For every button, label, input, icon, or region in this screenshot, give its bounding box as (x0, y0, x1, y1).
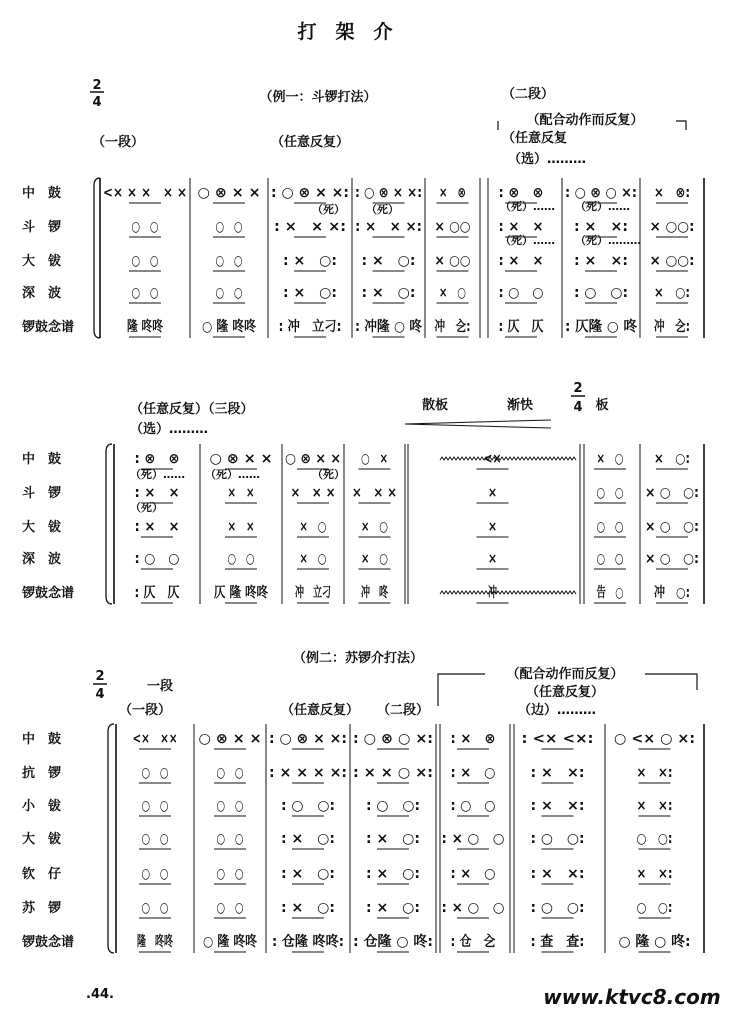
beat-cell: 冲 ○: (654, 585, 690, 601)
beat-cell: × ⊗ (439, 185, 466, 201)
beat-cell: : × ×: (530, 765, 585, 781)
beat-cell: : ○ ⊗ × ×: (355, 185, 422, 201)
beat-cell: : ○ ⊗ ○ ×: (565, 185, 637, 201)
dead-stroke-mark: （死）……… (575, 234, 641, 247)
beat-cell: × ×: (636, 866, 673, 882)
beat-cell: ○ ○: (636, 900, 673, 916)
dead-stroke-mark: （死）…… (130, 468, 185, 481)
beat-cell: : ⊗ ⊗ (134, 451, 180, 467)
beat-cell: × ○ ○: (645, 551, 699, 567)
ex1-system-2 (22, 444, 704, 604)
beat-cell: ○ × (361, 451, 388, 467)
instrument-label: 锣鼓念谱 (22, 935, 75, 950)
beat-cell: × ○ (299, 551, 327, 567)
ex2-time-sig-den: 4 (95, 687, 105, 702)
ex1-time-sig-den: 4 (92, 95, 102, 110)
system-bracket (108, 724, 114, 953)
ex2-section-1b: （一段） (118, 703, 172, 718)
dead-stroke-mark: （死）…… (575, 200, 630, 213)
beat-cell: × ○ (439, 285, 466, 301)
beat-cell: 隆 咚咚 (137, 934, 193, 950)
beat-cell: <× (483, 451, 502, 467)
beat-cell: : × ○: (366, 831, 420, 847)
beat-cell: × ○ (299, 519, 327, 535)
beat-cell: ○ ○ (141, 765, 169, 781)
beat-cell: : ○ ⊗ × ×: (269, 731, 347, 747)
beat-cell: : 仓隆 ○ 咚: (353, 934, 434, 950)
ex1-system-1 (22, 178, 704, 338)
ban-time-sig-den: 4 (573, 400, 583, 415)
system-bracket (106, 444, 112, 604)
beat-cell: : 冲隆 ○ 咚 (355, 319, 430, 335)
beat-cell: : × ×: (574, 253, 628, 269)
beat-cell: × ○ ○: (645, 485, 699, 501)
beat-cell: : <× <×: (521, 731, 594, 747)
ban-label: 板 (595, 398, 609, 413)
beat-cell: × (488, 519, 497, 535)
instrument-label: 斗 锣 (22, 486, 62, 501)
ex1-section-1-repeat: （任意反复） (270, 135, 350, 150)
beat-cell: ○ ○ (216, 831, 244, 847)
ex1-caption: （例一：斗锣打法） (259, 90, 377, 105)
beat-cell: <× ×× (132, 731, 178, 747)
dead-stroke-mark: （死） (312, 203, 345, 216)
beat-cell: ○ <× ○ ×: (614, 731, 695, 747)
beat-cell: : × ○: (361, 253, 416, 269)
dead-stroke-mark: （死） (312, 468, 345, 481)
beat-cell: : × ○: (281, 831, 335, 847)
beat-cell: : × × (498, 219, 544, 235)
beat-cell: × × × (290, 485, 336, 501)
beat-cell: ○ ○ (215, 219, 243, 235)
beat-cell: : × ○: (283, 253, 337, 269)
instrument-label: 大 钹 (22, 832, 62, 847)
beat-cell: ○ ⊗ × × (197, 185, 261, 201)
beat-cell: 冲 㐈: (654, 319, 702, 335)
beat-cell: : × ○ ○ (441, 831, 505, 847)
beat-cell: : 仄 仄 (134, 585, 180, 601)
free-tempo-label: 散板 (421, 398, 449, 413)
beat-cell: × (488, 551, 497, 567)
ex2-caption: （例二：苏锣介打法） (292, 651, 424, 666)
beat-cell: × ○○ (434, 219, 471, 235)
beat-cell: : 查 查: (530, 934, 585, 950)
beat-cell: : ○ ⊗ × ×: (271, 185, 349, 201)
beat-cell: : × × ×: (355, 219, 422, 235)
beat-cell: : ○ ○: (530, 831, 585, 847)
beat-cell: ○ 隆 咚咚 (202, 319, 266, 335)
beat-cell: : × × (134, 519, 180, 535)
ban-time-sig-num: 2 (573, 381, 583, 396)
beat-cell: × × (227, 485, 255, 501)
beat-cell: : ○ ⊗ ○ ×: (353, 731, 433, 747)
beat-cell: : × ×: (530, 866, 585, 882)
beat-cell: : ○ ○ (450, 798, 496, 814)
beat-cell: <× × × × × (103, 185, 187, 201)
beat-cell: : ⊗ ⊗ (498, 185, 544, 201)
ex2-section-2-repeat: （任意反复） (525, 685, 605, 700)
beat-cell: ○ 隆 咚咚 (203, 934, 267, 950)
beat-cell: : ○ ○: (366, 798, 420, 814)
ex1-section-2-select: （选）……… (508, 152, 587, 167)
beat-cell: 仄 隆 咚咚 (214, 585, 280, 601)
beat-cell: ○ ⊗ × × (285, 451, 341, 467)
beat-cell: : ○ ○: (574, 285, 628, 301)
accelerando-hairpin (405, 420, 551, 428)
beat-cell: ○ ○ (596, 485, 624, 501)
beat-cell: 隆 咚咚 (127, 319, 174, 335)
beat-cell: 冲 立刁 (295, 585, 351, 601)
ex2-section-2-side: （边）……… (518, 703, 597, 718)
beat-cell: ○ ○ (596, 551, 624, 567)
beat-cell: ○ ○ (596, 519, 624, 535)
instrument-label: 锣鼓念谱 (22, 320, 75, 335)
beat-cell: 告 ○ (596, 585, 637, 601)
beat-cell: × ○ ○: (645, 519, 699, 535)
beat-cell: ○ ○ (215, 253, 243, 269)
ex1-section-2: （二段） (501, 87, 555, 102)
beat-cell: × ○ (361, 519, 388, 535)
site-watermark: www.ktvc8.com (543, 985, 721, 1009)
beat-cell: × ○○: (649, 253, 695, 269)
ex1-section-3-repeat: （任意反复）（三段） (130, 402, 254, 417)
beat-cell: ○ ○ (141, 900, 169, 916)
beat-cell: ○ ○ (141, 798, 169, 814)
beat-cell: × ○○: (649, 219, 695, 235)
instrument-label: 斗 锣 (22, 220, 62, 235)
beat-cell: 冲 咚 (361, 585, 403, 601)
dead-stroke-mark: （死）…… (500, 234, 555, 247)
beat-cell: : 仓隆 咚咚: (272, 934, 349, 950)
ex2-time-sig-num: 2 (95, 669, 105, 684)
ex2-section-1: 一段 (146, 679, 174, 694)
beat-cell: ○ ○ (216, 866, 244, 882)
beat-cell: × × × (352, 485, 397, 501)
dead-stroke-mark: （死） (366, 203, 399, 216)
ex2-section-2-sync: （配合动作而反复） (506, 667, 624, 682)
beat-cell: ○ ○ (141, 831, 169, 847)
beat-cell: : ○ ○: (530, 900, 585, 916)
ex1-section-1: （一段） (91, 135, 145, 150)
beat-cell: : ○ ○ (498, 285, 544, 301)
beat-cell: : × × (134, 485, 180, 501)
dead-stroke-mark: （死）…… (205, 468, 260, 481)
beat-cell: ○ ○ (216, 798, 244, 814)
beat-cell: : × × ×: (274, 219, 346, 235)
beat-cell: : × ○: (361, 285, 416, 301)
beat-cell: : 仄隆 ○ 咚 (565, 319, 640, 335)
beat-cell: ○ ○ (215, 285, 243, 301)
beat-cell: : 仄 仄 (498, 319, 544, 335)
beat-cell: : × ○ (450, 866, 496, 882)
instrument-label: 钦 仔 (22, 867, 62, 882)
beat-cell: : × ⊗ (450, 731, 496, 747)
beat-cell: : × ○ (450, 765, 496, 781)
ex1-section-3-select: （选）……… (130, 422, 209, 437)
beat-cell: × ○: (654, 451, 690, 467)
instrument-label: 大 钹 (22, 520, 62, 535)
dead-stroke-mark: （死）…… (500, 200, 555, 213)
beat-cell: : × ○: (281, 866, 335, 882)
beat-cell: × ○○ (434, 253, 471, 269)
page-number: .44. (86, 987, 114, 1002)
beat-cell: : × ○: (366, 900, 420, 916)
beat-cell: ○ ○ (141, 866, 169, 882)
beat-cell: × ×: (636, 765, 673, 781)
ex1-section-2-sync: （配合动作而反复） (526, 113, 644, 128)
instrument-label: 中 鼓 (22, 452, 62, 467)
beat-cell: ○ ⊗ × × (209, 451, 273, 467)
instrument-label: 大 钹 (22, 254, 62, 269)
beat-cell: × ○ (596, 451, 624, 467)
instrument-label: 深 波 (22, 286, 62, 301)
beat-cell: ○ ○ (131, 219, 159, 235)
instrument-label: 锣鼓念谱 (22, 586, 75, 601)
beat-cell: ○ ○ (131, 285, 159, 301)
ex2-section-1-repeat: （任意反复） (280, 703, 360, 718)
tremolo-roll (440, 457, 576, 460)
page-title: 打 架 介 (297, 21, 393, 43)
instrument-label: 深 波 (22, 552, 62, 567)
ex1-time-sig-num: 2 (92, 78, 102, 93)
beat-cell: : × ○: (283, 285, 337, 301)
beat-cell: ○ ○ (227, 551, 255, 567)
beat-cell: : ○ ○: (281, 798, 335, 814)
instrument-label: 苏 锣 (22, 901, 62, 916)
accelerando-label: 渐快 (506, 398, 534, 413)
beat-cell: 冲 (488, 585, 497, 601)
beat-cell: : 仓 㐈 (450, 934, 503, 950)
beat-cell: ○ ○ (216, 900, 244, 916)
beat-cell: : 冲 立刁: (278, 319, 351, 335)
beat-cell: ○ 隆 ○ 咚: (618, 934, 692, 950)
beat-cell: : ○ ○ (134, 551, 180, 567)
beat-cell: 冲 㐈: (434, 319, 483, 335)
system-bracket (94, 178, 100, 338)
beat-cell: : × ○ ○ (441, 900, 505, 916)
beat-cell: : × ○: (366, 866, 420, 882)
beat-cell: × ○: (654, 285, 690, 301)
beat-cell: ○ ⊗ × × (198, 731, 262, 747)
instrument-label: 中 鼓 (22, 186, 62, 201)
dead-stroke-mark: （死） (130, 501, 163, 514)
beat-cell: × ⊗: (654, 185, 690, 201)
beat-cell: ○ ○: (636, 831, 673, 847)
beat-cell: ○ ○ (216, 765, 244, 781)
instrument-label: 小 钹 (22, 799, 62, 814)
tremolo-roll (440, 591, 576, 594)
instrument-label: 抗 锣 (22, 766, 62, 781)
beat-cell: : × × (498, 253, 544, 269)
beat-cell: × ×: (636, 798, 673, 814)
beat-cell: × ○ (361, 551, 388, 567)
beat-cell: : × ×: (574, 219, 628, 235)
beat-cell: ○ ○ (131, 253, 159, 269)
beat-cell: : × × × ×: (269, 765, 347, 781)
beat-cell: × (488, 485, 497, 501)
ex1-section-2-repeat: （任意反复 (502, 131, 568, 146)
ex2-section-2: （二段） (376, 703, 430, 718)
beat-cell: : × × ○ ×: (353, 765, 433, 781)
instrument-label: 中 鼓 (22, 732, 62, 747)
beat-cell: : × ×: (530, 798, 585, 814)
beat-cell: : × ○: (281, 900, 335, 916)
ex2-system (22, 724, 704, 953)
beat-cell: × × (227, 519, 255, 535)
